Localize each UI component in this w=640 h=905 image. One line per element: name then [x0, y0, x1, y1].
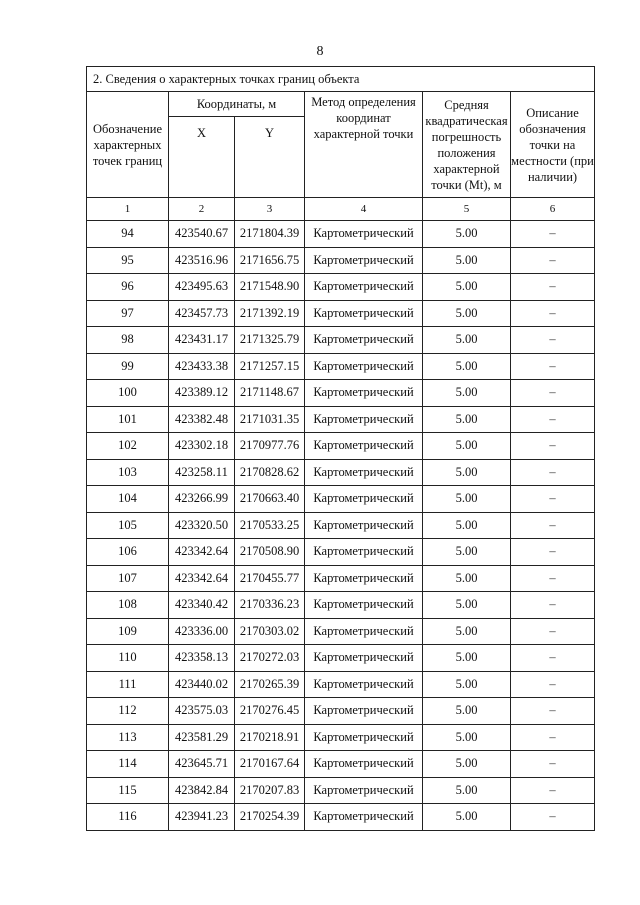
y-coordinate-cell: 2171325.79 [235, 327, 305, 354]
column-number: 6 [511, 198, 595, 221]
table-row [87, 433, 595, 460]
column-number: 4 [305, 198, 423, 221]
accuracy-cell: 5.00 [423, 751, 511, 778]
point-cell: 110 [87, 645, 169, 672]
x-coordinate-cell: 423540.67 [169, 221, 235, 248]
header-y: Y [235, 117, 305, 198]
accuracy-cell: 5.00 [423, 221, 511, 248]
description-cell: – [511, 433, 595, 460]
y-coordinate-cell: 2171804.39 [235, 221, 305, 248]
page-number: 8 [316, 44, 324, 59]
accuracy-cell: 5.00 [423, 645, 511, 672]
table-row [87, 512, 595, 539]
method-cell: Картометрический [305, 512, 423, 539]
x-coordinate-cell: 423645.71 [169, 751, 235, 778]
description-cell: – [511, 221, 595, 248]
accuracy-cell: 5.00 [423, 671, 511, 698]
point-cell: 108 [87, 592, 169, 619]
point-cell: 104 [87, 486, 169, 513]
accuracy-cell: 5.00 [423, 698, 511, 725]
header-point-designation: Обозначение характерных точек границ [87, 92, 169, 198]
method-cell: Картометрический [305, 300, 423, 327]
point-cell: 106 [87, 539, 169, 566]
y-coordinate-cell: 2170828.62 [235, 459, 305, 486]
y-coordinate-cell: 2170276.45 [235, 698, 305, 725]
point-cell: 114 [87, 751, 169, 778]
description-cell: – [511, 247, 595, 274]
accuracy-cell: 5.00 [423, 247, 511, 274]
method-cell: Картометрический [305, 380, 423, 407]
header-accuracy: Средняя квадратическая погрешность положения характерной точки (Mt), м [423, 92, 511, 198]
header-x: X [169, 117, 235, 198]
description-cell: – [511, 804, 595, 831]
table-row [87, 486, 595, 513]
description-cell: – [511, 300, 595, 327]
point-cell: 100 [87, 380, 169, 407]
point-cell: 105 [87, 512, 169, 539]
method-cell: Картометрический [305, 751, 423, 778]
method-cell: Картометрический [305, 592, 423, 619]
description-cell: – [511, 380, 595, 407]
method-cell: Картометрический [305, 804, 423, 831]
table-row [87, 751, 595, 778]
description-cell: – [511, 565, 595, 592]
table-row [87, 592, 595, 619]
column-numbers-row [87, 198, 595, 221]
header-method: Метод определения координат характерной точки [305, 92, 423, 198]
method-cell: Картометрический [305, 353, 423, 380]
description-cell: – [511, 353, 595, 380]
description-cell: – [511, 459, 595, 486]
y-coordinate-cell: 2171148.67 [235, 380, 305, 407]
method-cell: Картометрический [305, 247, 423, 274]
column-number: 3 [235, 198, 305, 221]
method-cell: Картометрический [305, 777, 423, 804]
accuracy-cell: 5.00 [423, 274, 511, 301]
description-cell: – [511, 618, 595, 645]
y-coordinate-cell: 2170508.90 [235, 539, 305, 566]
accuracy-cell: 5.00 [423, 486, 511, 513]
point-cell: 113 [87, 724, 169, 751]
description-cell: – [511, 671, 595, 698]
accuracy-cell: 5.00 [423, 539, 511, 566]
accuracy-cell: 5.00 [423, 618, 511, 645]
method-cell: Картометрический [305, 327, 423, 354]
x-coordinate-cell: 423258.11 [169, 459, 235, 486]
x-coordinate-cell: 423302.18 [169, 433, 235, 460]
x-coordinate-cell: 423266.99 [169, 486, 235, 513]
point-cell: 96 [87, 274, 169, 301]
table-row [87, 671, 595, 698]
accuracy-cell: 5.00 [423, 406, 511, 433]
y-coordinate-cell: 2171257.15 [235, 353, 305, 380]
column-number: 2 [169, 198, 235, 221]
x-coordinate-cell: 423457.73 [169, 300, 235, 327]
y-coordinate-cell: 2170218.91 [235, 724, 305, 751]
description-cell: – [511, 751, 595, 778]
method-cell: Картометрический [305, 724, 423, 751]
accuracy-cell: 5.00 [423, 353, 511, 380]
accuracy-cell: 5.00 [423, 592, 511, 619]
table-row [87, 645, 595, 672]
description-cell: – [511, 592, 595, 619]
y-coordinate-cell: 2170977.76 [235, 433, 305, 460]
point-cell: 99 [87, 353, 169, 380]
x-coordinate-cell: 423941.23 [169, 804, 235, 831]
method-cell: Картометрический [305, 698, 423, 725]
column-number: 1 [87, 198, 169, 221]
point-cell: 112 [87, 698, 169, 725]
method-cell: Картометрический [305, 486, 423, 513]
description-cell: – [511, 777, 595, 804]
point-cell: 115 [87, 777, 169, 804]
x-coordinate-cell: 423431.17 [169, 327, 235, 354]
table-row [87, 698, 595, 725]
method-cell: Картометрический [305, 565, 423, 592]
y-coordinate-cell: 2171656.75 [235, 247, 305, 274]
y-coordinate-cell: 2171031.35 [235, 406, 305, 433]
y-coordinate-cell: 2171392.19 [235, 300, 305, 327]
section-title: 2. Сведения о характерных точках границ объекта [87, 67, 595, 92]
point-cell: 98 [87, 327, 169, 354]
table-row [87, 459, 595, 486]
x-coordinate-cell: 423581.29 [169, 724, 235, 751]
table-row [87, 380, 595, 407]
method-cell: Картометрический [305, 645, 423, 672]
accuracy-cell: 5.00 [423, 804, 511, 831]
accuracy-cell: 5.00 [423, 724, 511, 751]
method-cell: Картометрический [305, 274, 423, 301]
x-coordinate-cell: 423389.12 [169, 380, 235, 407]
point-cell: 103 [87, 459, 169, 486]
x-coordinate-cell: 423842.84 [169, 777, 235, 804]
y-coordinate-cell: 2170533.25 [235, 512, 305, 539]
point-cell: 109 [87, 618, 169, 645]
accuracy-cell: 5.00 [423, 327, 511, 354]
y-coordinate-cell: 2171548.90 [235, 274, 305, 301]
description-cell: – [511, 698, 595, 725]
table-row [87, 406, 595, 433]
accuracy-cell: 5.00 [423, 777, 511, 804]
x-coordinate-cell: 423342.64 [169, 565, 235, 592]
description-cell: – [511, 512, 595, 539]
y-coordinate-cell: 2170272.03 [235, 645, 305, 672]
description-cell: – [511, 406, 595, 433]
header-description: Описание обозначения точки на местности (при наличии) [511, 92, 595, 198]
point-cell: 94 [87, 221, 169, 248]
table-row [87, 353, 595, 380]
x-coordinate-cell: 423440.02 [169, 671, 235, 698]
accuracy-cell: 5.00 [423, 433, 511, 460]
accuracy-cell: 5.00 [423, 565, 511, 592]
table-row [87, 777, 595, 804]
table-row [87, 221, 595, 248]
description-cell: – [511, 539, 595, 566]
accuracy-cell: 5.00 [423, 512, 511, 539]
description-cell: – [511, 327, 595, 354]
description-cell: – [511, 724, 595, 751]
point-cell: 95 [87, 247, 169, 274]
table-row [87, 327, 595, 354]
x-coordinate-cell: 423575.03 [169, 698, 235, 725]
accuracy-cell: 5.00 [423, 300, 511, 327]
boundary-points-table [86, 66, 595, 831]
accuracy-cell: 5.00 [423, 380, 511, 407]
table-row [87, 300, 595, 327]
x-coordinate-cell: 423495.63 [169, 274, 235, 301]
x-coordinate-cell: 423340.42 [169, 592, 235, 619]
method-cell: Картометрический [305, 618, 423, 645]
point-cell: 116 [87, 804, 169, 831]
x-coordinate-cell: 423342.64 [169, 539, 235, 566]
table-row [87, 804, 595, 831]
description-cell: – [511, 486, 595, 513]
point-cell: 101 [87, 406, 169, 433]
y-coordinate-cell: 2170455.77 [235, 565, 305, 592]
x-coordinate-cell: 423516.96 [169, 247, 235, 274]
x-coordinate-cell: 423336.00 [169, 618, 235, 645]
x-coordinate-cell: 423358.13 [169, 645, 235, 672]
method-cell: Картометрический [305, 459, 423, 486]
x-coordinate-cell: 423382.48 [169, 406, 235, 433]
table-row [87, 618, 595, 645]
description-cell: – [511, 274, 595, 301]
table-row [87, 565, 595, 592]
description-cell: – [511, 645, 595, 672]
point-cell: 107 [87, 565, 169, 592]
y-coordinate-cell: 2170265.39 [235, 671, 305, 698]
table-row [87, 539, 595, 566]
method-cell: Картометрический [305, 433, 423, 460]
table-row [87, 247, 595, 274]
table-row [87, 724, 595, 751]
method-cell: Картометрический [305, 221, 423, 248]
y-coordinate-cell: 2170663.40 [235, 486, 305, 513]
point-cell: 111 [87, 671, 169, 698]
method-cell: Картометрический [305, 671, 423, 698]
accuracy-cell: 5.00 [423, 459, 511, 486]
column-number: 5 [423, 198, 511, 221]
method-cell: Картометрический [305, 406, 423, 433]
y-coordinate-cell: 2170254.39 [235, 804, 305, 831]
method-cell: Картометрический [305, 539, 423, 566]
y-coordinate-cell: 2170207.83 [235, 777, 305, 804]
y-coordinate-cell: 2170167.64 [235, 751, 305, 778]
table-row [87, 274, 595, 301]
y-coordinate-cell: 2170303.02 [235, 618, 305, 645]
x-coordinate-cell: 423433.38 [169, 353, 235, 380]
x-coordinate-cell: 423320.50 [169, 512, 235, 539]
table-body [87, 221, 595, 831]
point-cell: 102 [87, 433, 169, 460]
header-coordinates: Координаты, м [169, 92, 305, 117]
point-cell: 97 [87, 300, 169, 327]
y-coordinate-cell: 2170336.23 [235, 592, 305, 619]
